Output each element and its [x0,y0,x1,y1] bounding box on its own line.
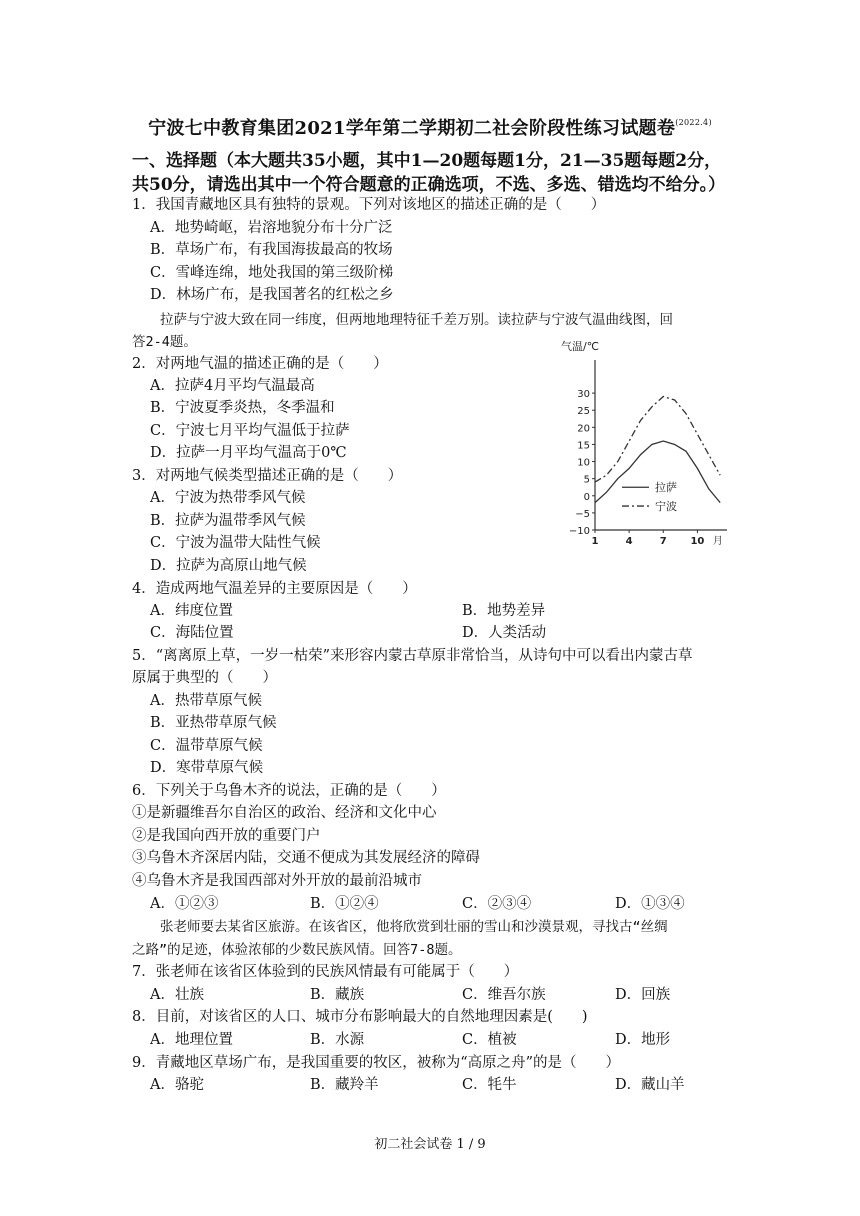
question-2-option-b: B．宁波夏季炎热，冬季温和 [150,400,335,416]
section-heading-line2: 共50分，请选出其中一个符合题意的正确选项，不选、多选、错选均不给分。） [132,175,726,195]
question-6-statement-4: ④乌鲁木齐是我国西部对外开放的最前沿城市 [132,873,422,889]
y-tick-label: −10 [568,526,590,537]
question-5-option-c: C．温带草原气候 [150,738,263,754]
intro-2-4-line2: 答2-4题。 [132,334,197,350]
section-heading-line1: 一、选择题（本大题共35小题，其中1—20题每题1分，21—35题每题2分， [132,151,722,171]
question-6-option-b: B．①②④ [310,896,379,912]
question-9-option-d: D．藏山羊 [615,1077,685,1093]
y-tick-label: 25 [577,406,590,418]
question-6-option-c: C．②③④ [462,896,532,912]
question-2-option-a: A．拉萨4月平均气温最高 [150,378,315,394]
question-6-statement-2: ②是我国向西开放的重要门户 [132,828,321,844]
question-4-stem: 4．造成两地气温差异的主要原因是（ ） [132,581,417,597]
x-tick-label: 4 [625,536,633,546]
legend-label-ningbo: 宁波 [655,500,677,514]
question-3-option-d: D．拉萨为高原山地气候 [150,558,307,574]
y-tick-label: 10 [577,457,590,469]
question-6-option-d: D．①③④ [615,896,685,912]
question-3-option-b: B．拉萨为温带季风气候 [150,513,306,529]
question-6-stem: 6．下列关于乌鲁木齐的说法，正确的是（ ） [132,783,446,799]
question-8-option-a: A．地理位置 [150,1032,233,1048]
intro-7-8-line2: 之路”的足迹，体验浓郁的少数民族风情。回答7-8题。 [132,942,462,958]
y-tick-label: −5 [575,508,590,520]
series-line-ningbo [595,397,720,483]
question-3-option-a: A．宁波为热带季风气候 [150,490,306,506]
question-4-option-a: A．纬度位置 [150,603,233,619]
question-3-option-c: C．宁波为温带大陆性气候 [150,535,321,551]
question-8-option-b: B．水源 [310,1032,365,1048]
y-tick-label: 15 [577,440,590,452]
x-tick-label: 10 [690,536,705,546]
exam-title: 宁波七中教育集团2021学年第二学期初二社会阶段性练习试题卷$^{(2022.4)}$ [148,118,712,139]
question-1-option-d: D．林场广布，是我国著名的红松之乡 [150,287,394,303]
question-1-stem: 1．我国青藏地区具有独特的景观。下列对该地区的描述正确的是（ ） [132,197,606,213]
question-8-option-d: D．地形 [615,1032,671,1048]
x-tick-label: 7 [659,536,667,546]
question-5-option-b: B．亚热带草原气候 [150,715,277,731]
temperature-line-chart [557,336,737,546]
question-1-option-c: C．雪峰连绵，地处我国的第三级阶梯 [150,265,394,281]
chart-legend [622,480,677,513]
intro-2-4-line1: 拉萨与宁波大致在同一纬度，但两地地理特征千差万别。读拉萨与宁波气温曲线图，回 [160,312,673,328]
question-7-option-a: A．壮族 [150,987,204,1003]
question-4-option-d: D．人类活动 [462,625,547,641]
question-6-statement-3: ③乌鲁木齐深居内陆，交通不便成为其发展经济的障碍 [132,850,480,866]
question-9-option-a: A．骆驼 [150,1077,204,1093]
question-7-stem: 7．张老师在该省区体验到的民族风情最有可能属于（ ） [132,964,519,980]
x-tick-labels [592,530,723,546]
question-7-option-b: B．藏族 [310,987,365,1003]
question-1-option-a: A．地势崎岖，岩溶地貌分布十分广泛 [150,220,393,236]
legend-label-lhasa: 拉萨 [655,481,677,495]
question-1-option-b: B．草场广布，有我国海拔最高的牧场 [150,242,393,258]
question-5-stem-line1: 5．“离离原上草，一岁一枯荣”来形容内蒙古草原非常恰当，从诗句中可以看出内蒙古草 [132,648,693,664]
question-2-option-d: D．拉萨一月平均气温高于0℃ [150,445,347,461]
y-tick-label: 30 [577,389,590,401]
question-9-option-c: C．牦牛 [462,1077,517,1093]
question-9-stem: 9．青藏地区草场广布，是我国重要的牧区，被称为“高原之舟”的是（ ） [132,1055,621,1071]
question-4-option-c: C．海陆位置 [150,625,234,641]
question-4-option-b: B．地势差异 [462,603,546,619]
exam-date: (2022.4) [675,118,712,127]
page-footer: 初二社会试卷 1 / 9 [374,1137,486,1152]
question-9-option-b: B．藏羚羊 [310,1077,379,1093]
question-8-option-c: C．植被 [462,1032,517,1048]
question-7-option-c: C．维吾尔族 [462,987,546,1003]
question-6-option-a: A．①②③ [150,896,219,912]
question-5-option-a: A．热带草原气候 [150,693,262,709]
y-tick-labels [569,389,595,537]
y-tick-label: 20 [577,423,590,435]
x-tick-label: 1 [591,536,599,546]
y-axis-label: 气温/℃ [561,340,600,353]
intro-7-8-line1: 张老师要去某省区旅游。在该省区，他将欣赏到壮丽的雪山和沙漠景观，寻找古“丝绸 [160,919,668,935]
x-tick-label: 月 [712,536,723,546]
question-6-statement-1: ①是新疆维吾尔自治区的政治、经济和文化中心 [132,805,437,821]
y-tick-label: 0 [583,491,590,503]
question-8-stem: 8．目前，对该省区的人口、城市分布影响最大的自然地理因素是( ) [132,1009,588,1025]
question-2-option-c: C．宁波七月平均气温低于拉萨 [150,423,350,439]
question-5-option-d: D．寒带草原气候 [150,760,264,776]
question-7-option-d: D．回族 [615,987,671,1003]
y-tick-label: 5 [583,474,590,486]
question-5-stem-line2: 原属于典型的（ ） [132,670,277,686]
question-2-stem: 2．对两地气温的描述正确的是（ ） [132,356,388,372]
question-3-stem: 3．对两地气候类型描述正确的是（ ） [132,468,403,484]
